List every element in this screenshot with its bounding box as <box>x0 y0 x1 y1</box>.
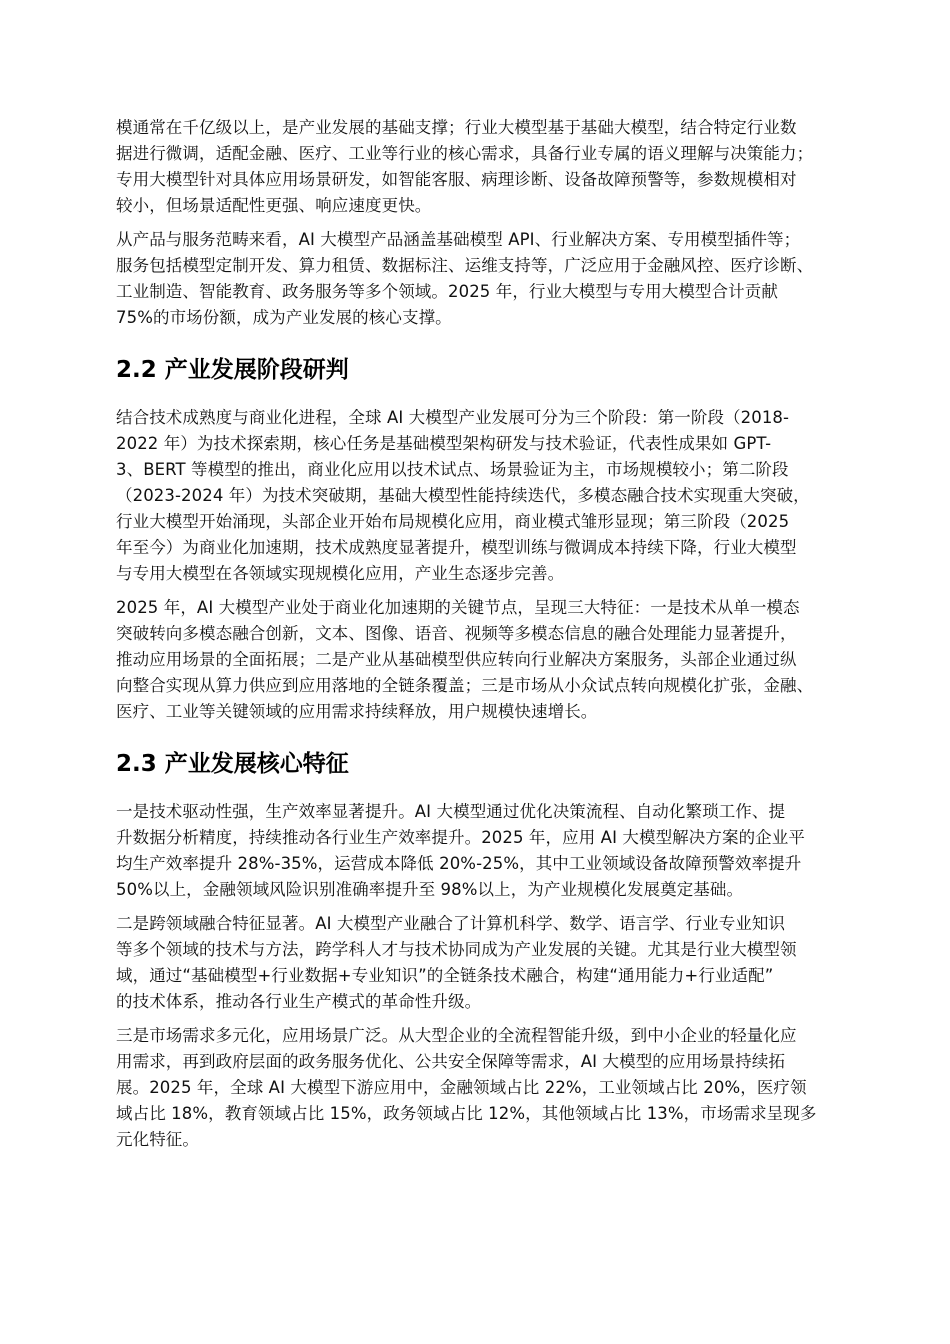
paragraph-2025-features <box>116 595 846 725</box>
text-line: 从产品与服务范畴来看，AI 大模型产品涵盖基础模型 API、行业解决方案、专用模型插件等； <box>116 230 801 249</box>
paragraph-tech-driven <box>116 799 846 903</box>
text-line: 工业制造、智能教育、政务服务等多个领域。2025 年，行业大模型与专用大模型合计贡献 <box>116 282 778 301</box>
text-line: 突破转向多模态融合创新，文本、图像、语音、视频等多模态信息的融合处理能力显著提升， <box>116 624 797 643</box>
text-line: 三是市场需求多元化，应用场景广泛。从大型企业的全流程智能升级，到中小企业的轻量化应 <box>116 1026 797 1045</box>
text-line: 向整合实现从算力供应到应用落地的全链条覆盖；三是市场从小众试点转向规模化扩张，金融、 <box>116 676 814 695</box>
text-line: 服务包括模型定制开发、算力租赁、数据标注、运维支持等，广泛应用于金融风控、医疗诊断、 <box>116 256 814 275</box>
text-line: 二是跨领域融合特征显著。AI 大模型产业融合了计算机科学、数学、语言学、行业专业知识 <box>116 914 786 933</box>
text-line: 专用大模型针对具体应用场景研发，如智能客服、病理诊断、设备故障预警等，参数规模相对 <box>116 170 797 189</box>
text-line: 50%以上，金融领域风险识别准确率提升至 98%以上，为产业规模化发展奠定基础。 <box>116 880 744 899</box>
text-line: 3、BERT 等模型的推出，商业化应用以技术试点、场景验证为主，市场规模较小；第二阶段 <box>116 460 789 479</box>
text-line: 模通常在千亿级以上，是产业发展的基础支撑；行业大模型基于基础大模型，结合特定行业数 <box>116 118 797 137</box>
text-line: 结合技术成熟度与商业化进程，全球 AI 大模型产业发展可分为三个阶段：第一阶段（2018- <box>116 408 790 427</box>
text-line: 展。2025 年，全球 AI 大模型下游应用中，金融领域占比 22%，工业领域占比 20%，医疗领 <box>116 1078 807 1097</box>
paragraph-market-demand <box>116 1023 846 1153</box>
text-line: 用需求，再到政府层面的政务服务优化、公共安全保障等需求，AI 大模型的应用场景持续拓 <box>116 1052 786 1071</box>
text-line: 均生产效率提升 28%-35%，运营成本降低 20%-25%，其中工业领域设备故障预警效率提升 <box>116 854 802 873</box>
text-line: 升数据分析精度，持续推动各行业生产效率提升。2025 年，应用 AI 大模型解决方案的企业平 <box>116 828 805 847</box>
paragraph-cross-domain <box>116 911 846 1015</box>
text-line: 的技术体系，推动各行业生产模式的革命性升级。 <box>116 992 482 1011</box>
document-page <box>116 115 846 1153</box>
text-line: 一是技术驱动性强，生产效率显著提升。AI 大模型通过优化决策流程、自动化繁琐工作、提 <box>116 802 786 821</box>
paragraph-model-types <box>116 115 846 219</box>
text-line: 据进行微调，适配金融、医疗、工业等行业的核心需求，具备行业专属的语义理解与决策能力； <box>116 144 814 163</box>
text-line: 元化特征。 <box>116 1130 199 1149</box>
text-line: 域，通过“基础模型+行业数据+专业知识”的全链条技术融合，构建“通用能力+行业适配” <box>116 966 774 985</box>
section-heading-2-2: 2.2 产业发展阶段研判 <box>116 357 349 383</box>
text-line: 等多个领域的技术与方法，跨学科人才与技术协同成为产业发展的关键。尤其是行业大模型领 <box>116 940 797 959</box>
text-line: 域占比 18%，教育领域占比 15%，政务领域占比 12%，其他领域占比 13%，市场需求呈现多 <box>116 1104 817 1123</box>
text-line: 年至今）为商业化加速期，技术成熟度显著提升，模型训练与微调成本持续下降，行业大模型 <box>116 538 797 557</box>
text-line: 推动应用场景的全面拓展；二是产业从基础模型供应转向行业解决方案服务，头部企业通过纵 <box>116 650 797 669</box>
text-line: 2025 年，AI 大模型产业处于商业化加速期的关键节点，呈现三大特征：一是技术从单一模态 <box>116 598 800 617</box>
text-line: 75%的市场份额，成为产业发展的核心支撑。 <box>116 308 452 327</box>
text-line: 较小，但场景适配性更强、响应速度更快。 <box>116 196 432 215</box>
text-line: 与专用大模型在各领域实现规模化应用，产业生态逐步完善。 <box>116 564 565 583</box>
text-line: 医疗、工业等关键领域的应用需求持续释放，用户规模快速增长。 <box>116 702 598 721</box>
paragraph-development-stages <box>116 405 846 587</box>
text-line: （2023-2024 年）为技术突破期，基础大模型性能持续迭代，多模态融合技术实现重大突破， <box>116 486 810 505</box>
text-line: 2022 年）为技术探索期，核心任务是基础模型架构研发与技术验证，代表性成果如 GPT- <box>116 434 772 453</box>
text-line: 行业大模型开始涌现，头部企业开始布局规模化应用，商业模式雏形显现；第三阶段（2025 <box>116 512 790 531</box>
paragraph-products-services <box>116 227 846 331</box>
section-heading-2-3: 2.3 产业发展核心特征 <box>116 751 349 777</box>
